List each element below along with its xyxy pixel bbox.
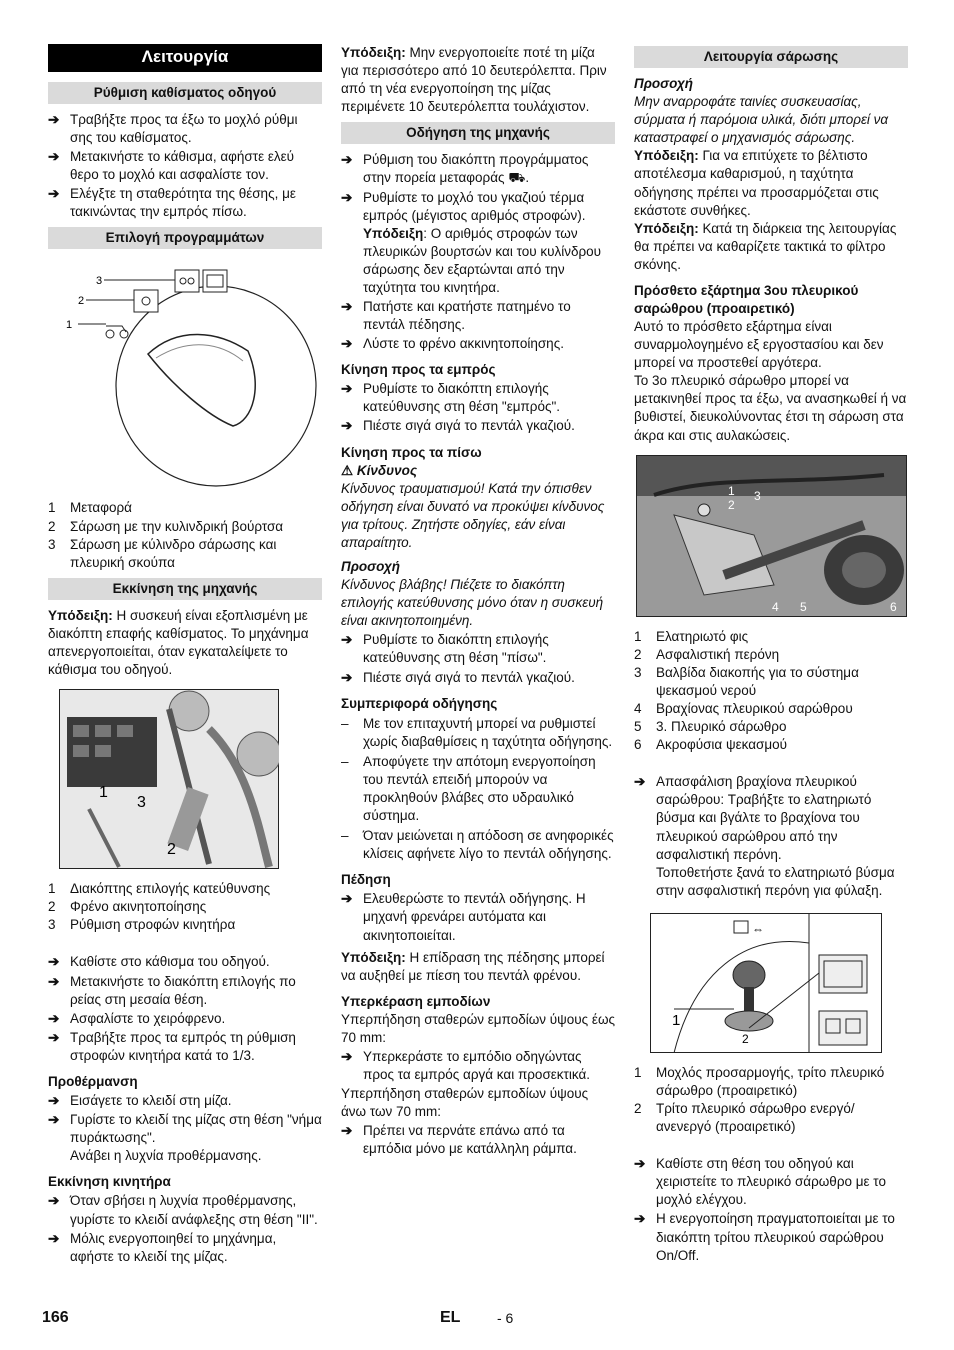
list-item: ➔ Καθίστε στο κάθισμα του οδηγού. xyxy=(48,954,270,970)
legend-item: 3 Ρύθμιση στροφών κινητήρα xyxy=(48,917,236,933)
list-item: ➔ Τραβήξτε προς τα εμπρός τη ρύθμιση στροφών κινητήρα κατά το 1/3. xyxy=(48,1029,296,1063)
sweep-note: Υπόδειξη: Κατά τη διάρκεια της λειτουργίας θα πρέπει να καθαρίζετε τακτικά το φίλτρο σκόνης. xyxy=(634,220,897,272)
list-item: ➔ Πιέστε σιγά σιγά το πεντάλ γκαζιού. xyxy=(341,418,575,434)
section-drive-title: Οδήγηση της μηχανής xyxy=(341,122,615,144)
legend-item: 2 Τρίτο πλευρικό σάρωθρο ενεργό/ανενεργό (προαιρετικό) xyxy=(634,1101,855,1135)
engine-start-title: Εκκίνηση κινητήρα xyxy=(48,1174,171,1190)
list-item: ➔ Λύστε το φρένο ακκινητοποίησης. xyxy=(341,336,564,352)
list-item: ➔ Ρυθμίστε το μοχλό του γκαζιού τέρμα εμπρός (μέγιστος αριθμός στροφών). Υπόδειξη: Ο αριθμός στροφών των πλευρικών βουρτσών και του κυλίνδρου σάρωσης δεν εξαρτώνται από την ταχύτητα του κινητήρα. xyxy=(341,189,602,295)
fig-label: 2 xyxy=(78,295,85,308)
driving-behaviour-title: Συμπεριφορά οδήγησης xyxy=(341,695,498,711)
fig-label: 2 xyxy=(742,1031,749,1046)
obstacle-text: Υπερπήδηση σταθερών εμποδίων ύψους έως 70 mm: xyxy=(341,1011,615,1045)
section-sweeping-title: Λειτουργία σάρωσης xyxy=(634,46,908,68)
sub-page: - 6 xyxy=(497,1310,514,1326)
reverse-title: Κίνηση προς τα πίσω xyxy=(341,444,482,460)
legend-item: 2 Ασφαλιστική περόνη xyxy=(634,646,780,662)
ignition-note: Υπόδειξη: Μην ενεργοποιείτε ποτέ τη μίζα για περισσότερο από 10 δευτερόλεπτα. Πριν από τη νέα ενεργοποίηση της μίζας περιμένετε 10 δευτερόλεπτα τουλάχιστον. xyxy=(341,45,607,115)
legend-item: 3 Σάρωση με κύλινδρο σάρωσης και πλευρική σκούπα xyxy=(48,536,277,570)
caution-heading: Προσοχή xyxy=(341,559,400,575)
caution-text: Κίνδυνος βλάβης! Πιέζετε το διακόπτη επιλογής κατεύθυνσης μόνο όταν η συσκευή είναι ακινητοποιημένη. xyxy=(341,577,604,629)
joystick-figure xyxy=(634,913,908,1053)
forward-title: Κίνηση προς τα εμπρός xyxy=(341,362,496,378)
legend-item: 3 Βαλβίδα διακοπής για το σύστημα ψεκασμού νερού xyxy=(634,664,859,698)
list-item: ➔ Ρυθμίστε το διακόπτη επιλογής κατεύθυνσης στη θέση "εμπρός". xyxy=(341,381,561,415)
legend-item: 2 Φρένο ακινητοποίησης xyxy=(48,899,207,915)
program-selector-figure xyxy=(48,266,322,488)
column-2 xyxy=(341,44,615,1159)
fig-label: 1 xyxy=(99,784,108,802)
caution-text: Μην αναρροφάτε ταινίες συσκευασίας, σύρματα ή παρόμοια υλικά, διότι μπορεί να καταστραφεί ο μηχανισμός σάρωσης. xyxy=(634,94,889,146)
list-item: ➔ Τραβήξτε προς τα έξω το μοχλό ρύθμι σης του καθίσματος. xyxy=(48,111,298,145)
language-code: EL xyxy=(440,1309,461,1326)
list-item: – Αποφύγετε την απότομη ενεργοποίηση του πεντάλ επειδή μπορούν να προκληθούν βλάβες στο υδραυλικό σύστημα. xyxy=(341,753,596,824)
start-note: Υπόδειξη: Η συσκευή είναι εξοπλισμένη με διακόπτη επαφής καθίσματος. Το μηχάνημα απενεργοποιείται, όταν εγκαταλείψετε το κάθισμα του οδηγού. xyxy=(48,607,309,678)
list-item: ➔ Όταν σβήσει η λυχνία προθέρμανσης, γυρίστε το κλειδί ανάφλεξης στη θέση "ΙΙ". xyxy=(48,1193,318,1227)
column-1 xyxy=(48,44,322,1267)
move-arrows-icon: ⇔ xyxy=(752,921,764,936)
list-item: ➔ Η ενεργοποίηση πραγματοποιείται με το διακόπτη τρίτου πλευρικού σαρώθρου On/Off. xyxy=(634,1211,895,1263)
section-programs-title: Επιλογή προγραμμάτων xyxy=(48,227,322,249)
obstacle-text: Υπερπήδηση σταθερών εμποδίων ύψους άνω των 70 mm: xyxy=(341,1086,589,1120)
fig-label: 2 xyxy=(167,841,176,859)
fig-label: 6 xyxy=(890,599,897,614)
danger-heading: ⚠ Κίνδυνος xyxy=(341,462,418,478)
sweep-note: Υπόδειξη: Για να επιτύχετε το βέλτιστο αποτέλεσμα καθαρισμού, η ταχύτητα οδήγησης πρέπει να προσαρμόζεται στις εκάστοτε συνθήκες. xyxy=(634,148,879,218)
fig-label: 1 xyxy=(672,1011,681,1029)
legend-item: 6 Ακροφύσια ψεκασμού xyxy=(634,737,787,753)
fig-label: 5 xyxy=(800,599,807,614)
danger-text: Κίνδυνος τραυματισμού! Κατά την όπισθεν οδήγηση είναι δυνατό να προκύψει κίνδυνος για τρίτους. Ζητήστε οδηγίες, εάν είναι απαραίτητο. xyxy=(341,480,605,550)
list-item: ➔ Καθίστε στη θέση του οδηγού και χειριστείτε το πλευρικό σάρωθρο με το μοχλό ελέγχου. xyxy=(634,1156,886,1208)
transport-icon: ⛟ xyxy=(508,170,526,186)
accessory-title: Πρόσθετο εξάρτημα 3ου πλευρικού σαρώθρου (προαιρετικό) xyxy=(634,282,859,317)
section-seat-title: Ρύθμιση καθίσματος οδηγού xyxy=(48,82,322,104)
list-item: ➔ Ελέγξτε τη σταθερότητα της θέσης, με τακινώντας την εμπρός πίσω. xyxy=(48,186,296,220)
braking-title: Πέδηση xyxy=(341,872,391,888)
list-item: ➔ Ρύθμιση του διακόπτη προγράμματος στην πορεία μεταφοράς ⛟. xyxy=(341,152,589,186)
obstacles-title: Υπερκέραση εμποδίων xyxy=(341,993,491,1009)
legend-item: 5 3. Πλευρικό σάρωθρο xyxy=(634,719,787,735)
caution-heading: Προσοχή xyxy=(634,76,693,92)
list-item: ➔ Πατήστε και κρατήστε πατημένο το πεντάλ πέδησης. xyxy=(341,299,571,333)
main-title: Λειτουργία xyxy=(48,44,322,72)
dashboard-photo-figure xyxy=(59,689,279,869)
fig-label: 4 xyxy=(772,599,779,614)
fig-label: 3 xyxy=(754,488,761,503)
list-item: ➔ Απασφάλιση βραχίονα πλευρικού σαρώθρου: Τραβήξτε το ελατηριωτό βύσμα και βγάλτε το βραχίονα του πλευρικού σαρώθρου από την ασφαλιστική περόνη. Τοποθετήστε ξανά το ελατηριωτό βύσμα στην ασφαλιστική περόνη για φύλαξη. xyxy=(634,774,895,898)
list-item: ➔ Ελευθερώστε το πεντάλ οδήγησης. Η μηχανή φρενάρει αυτόματα και ακινητοποιείται. xyxy=(341,891,586,943)
list-item: ➔ Μόλις ενεργοποιηθεί το μηχάνημα, αφήστε το κλειδί της μίζας. xyxy=(48,1230,277,1264)
preheat-title: Προθέρμανση xyxy=(48,1073,138,1089)
brake-note: Υπόδειξη: Η επίδραση της πέδησης μπορεί να αυξηθεί με πίεση του πεντάλ φρένου. xyxy=(341,949,605,983)
legend-item: 2 Σάρωση με την κυλινδρική βούρτσα xyxy=(48,518,284,534)
list-item: – Όταν μειώνεται η απόδοση σε ανηφορικές κλίσεις αφήνετε λίγο το πεντάλ οδήγησης. xyxy=(341,828,614,862)
list-item: ➔ Πρέπει να περνάτε επάνω από τα εμπόδια μόνο με κατάλληλη ράμπα. xyxy=(341,1123,577,1157)
warning-icon: ⚠ xyxy=(341,462,354,478)
fig-label: 3 xyxy=(137,794,146,812)
list-item: ➔ Ασφαλίστε το χειρόφρενο. xyxy=(48,1010,226,1026)
legend-item: 4 Βραχίονας πλευρικού σαρώθρου xyxy=(634,701,853,717)
list-item: ➔ Εισάγετε το κλειδί στη μίζα. xyxy=(48,1093,232,1109)
list-item: ➔ Γυρίστε το κλειδί της μίζας στη θέση "νήμα πυράκτωσης". Ανάβει η λυχνία προθέρμανσης. xyxy=(48,1112,322,1164)
list-item: ➔ Πιέστε σιγά σιγά το πεντάλ γκαζιού. xyxy=(341,669,575,685)
page-number: 166 xyxy=(42,1309,69,1326)
list-item: ➔ Ρυθμίστε το διακόπτη επιλογής κατεύθυνσης στη θέση "πίσω". xyxy=(341,632,549,666)
list-item: ➔ Μετακινήστε το διακόπτη επιλογής πο ρείας στη μεσαία θέση. xyxy=(48,973,296,1007)
list-item: ➔ Υπερκεράστε το εμπόδιο οδηγώντας προς τα εμπρός αργά και προσεκτικά. xyxy=(341,1048,591,1083)
column-3 xyxy=(634,44,908,1266)
legend-item: 1 Διακόπτης επιλογής κατεύθυνσης xyxy=(48,881,271,897)
fig-label: 1 xyxy=(728,483,735,498)
side-broom-photo-figure xyxy=(634,455,908,617)
fig-label: 2 xyxy=(728,497,735,512)
list-item: – Με τον επιταχυντή μπορεί να ρυθμιστεί χωρίς διαβαθμίσεις η ταχύτητα οδήγησης. xyxy=(341,715,613,749)
section-start-title: Εκκίνηση της μηχανής xyxy=(48,578,322,600)
accessory-text: Αυτό το πρόσθετο εξάρτημα είναι συναρμολογημένο εξ εργοστασίου και δεν μπορεί να προστεθεί αργότερα. xyxy=(634,319,884,371)
legend-item: 1 Ελατηριωτό φις xyxy=(634,628,749,644)
fig-label: 1 xyxy=(66,319,73,332)
legend-item: 1 Μεταφορά xyxy=(48,500,132,516)
fig-label: 3 xyxy=(96,275,103,288)
accessory-text: Το 3ο πλευρικό σάρωθρο μπορεί να μετακινηθεί προς τα έξω, να ανασηκωθεί ή να βυθιστεί, διευκολύνοντας έτσι τη σάρωση στα άκρα και στις αυλακώσεις. xyxy=(634,373,907,443)
legend-item: 1 Μοχλός προσαρμογής, τρίτο πλευρικό σάρωθρο (προαιρετικό) xyxy=(634,1064,885,1098)
list-item: ➔ Μετακινήστε το κάθισμα, αφήστε ελεύ θερο το μοχλό και ασφαλίστε τον. xyxy=(48,149,295,183)
